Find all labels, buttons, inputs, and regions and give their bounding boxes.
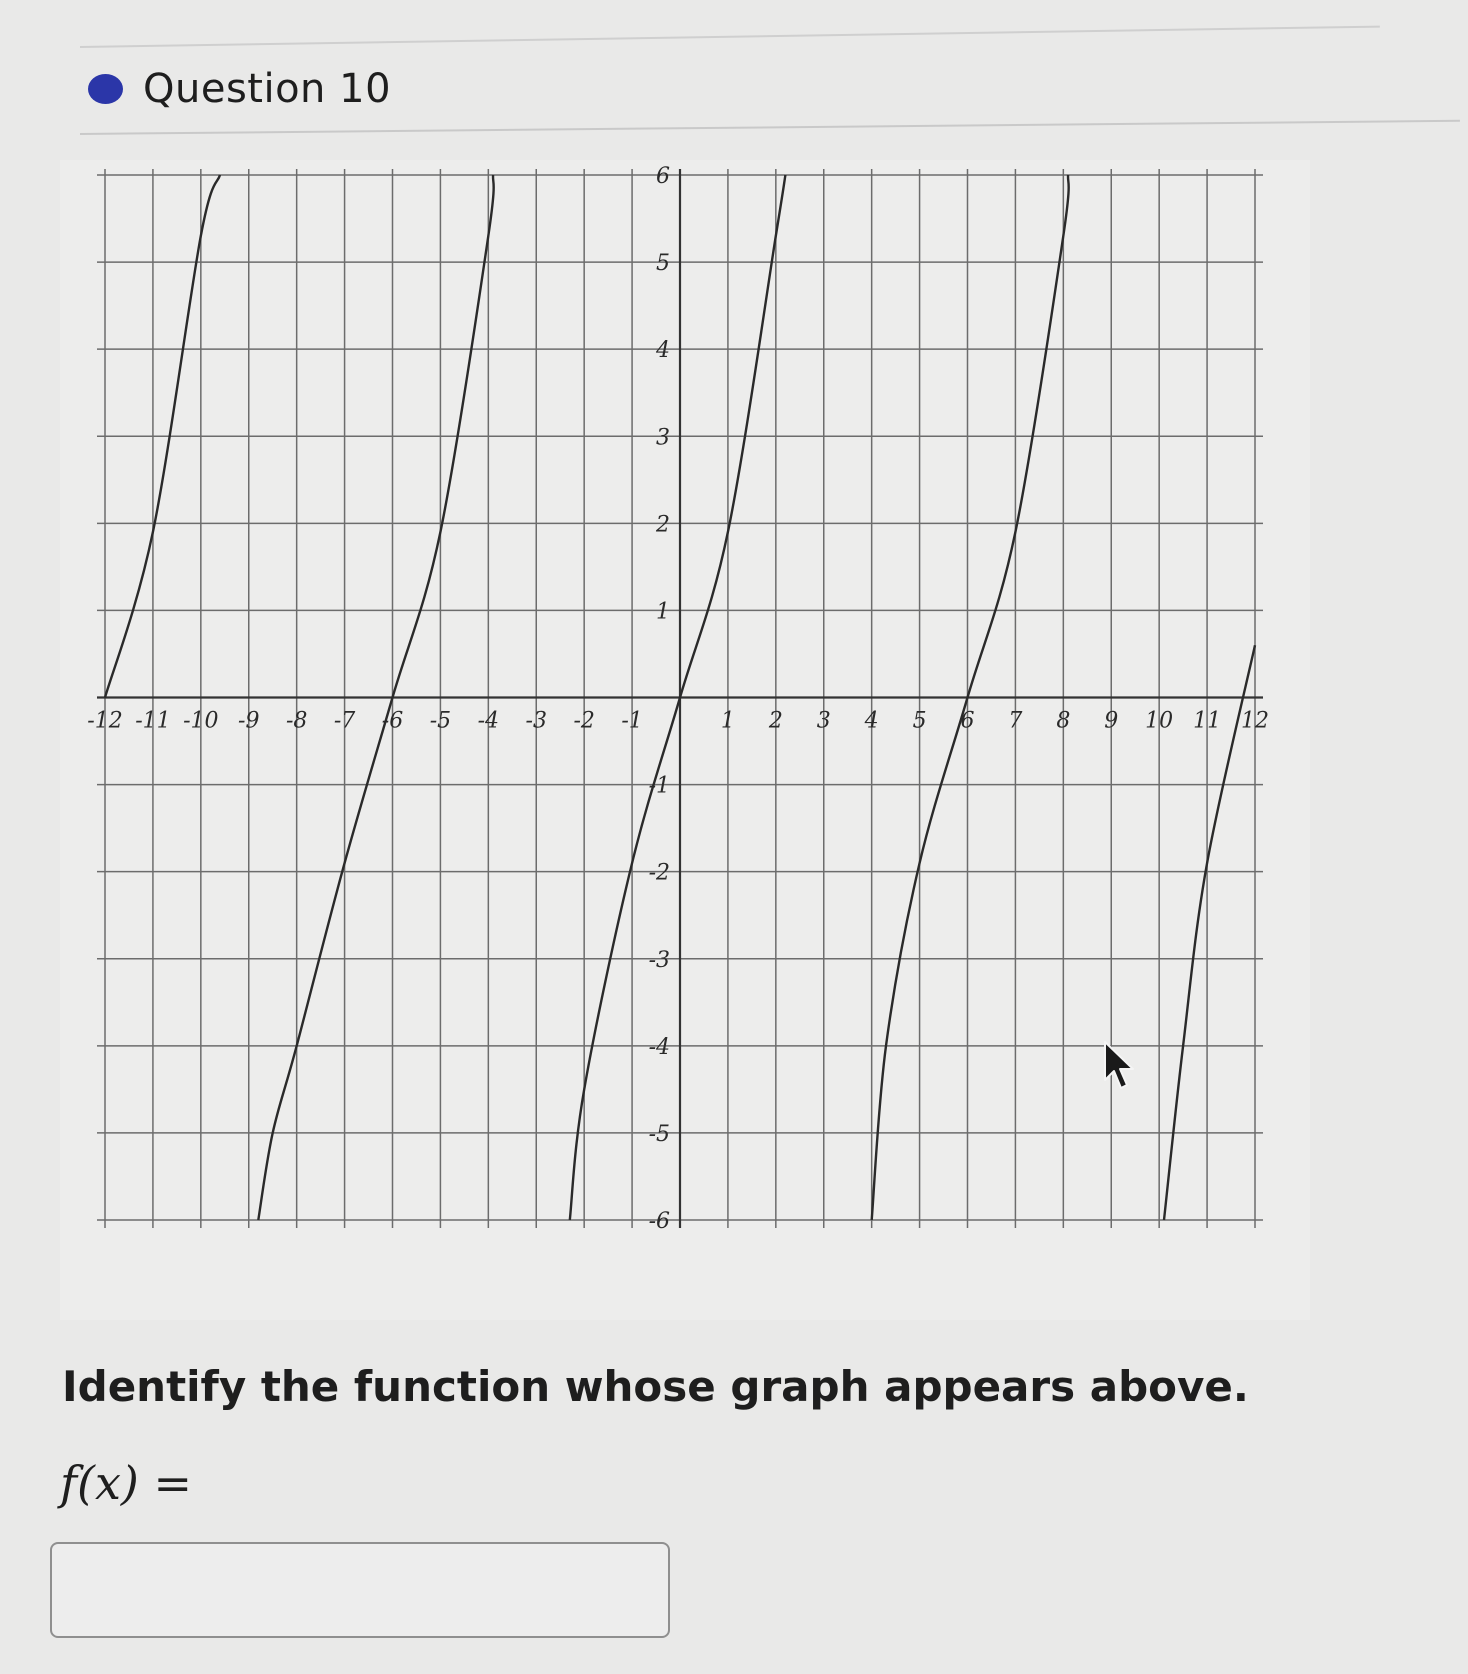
x-tick-label: -3: [525, 708, 547, 734]
y-tick-label: -4: [648, 1034, 670, 1060]
x-tick-label: 12: [1241, 708, 1269, 734]
y-tick-label: 5: [656, 251, 670, 277]
x-tick-label: 11: [1193, 708, 1222, 734]
x-tick-label: 3: [816, 708, 831, 734]
x-tick-label: -9: [238, 708, 260, 734]
x-tick-label: 7: [1008, 708, 1023, 734]
y-tick-label: 2: [656, 512, 670, 538]
x-tick-label: 4: [864, 708, 879, 734]
x-tick-label: -4: [477, 708, 500, 734]
x-tick-label: 10: [1145, 708, 1174, 734]
x-tick-label: 8: [1056, 708, 1071, 734]
x-tick-label: -2: [573, 708, 595, 734]
x-tick-label: 1: [720, 708, 735, 734]
graph-svg: [60, 160, 1310, 1320]
question-title: Question 10: [143, 66, 392, 112]
x-tick-label: -6: [381, 708, 404, 734]
x-tick-label: -1: [621, 708, 643, 734]
x-tick-label: -8: [285, 708, 308, 734]
answer-input[interactable]: [50, 1542, 670, 1638]
y-tick-label: 4: [656, 338, 670, 364]
x-tick-label: 5: [912, 708, 927, 734]
question-header: [88, 66, 391, 112]
x-tick-label: 9: [1104, 708, 1119, 734]
y-tick-label: -5: [648, 1121, 670, 1147]
header-divider: [80, 120, 1460, 135]
y-tick-label: 6: [656, 164, 670, 189]
x-tick-label: -5: [429, 708, 452, 734]
x-tick-label: 2: [768, 708, 783, 734]
question-status-dot: [88, 74, 123, 104]
function-graph: [60, 160, 1310, 1320]
y-tick-label: -3: [648, 947, 670, 973]
y-tick-label: -6: [648, 1209, 670, 1234]
answer-label: f(x) =: [60, 1456, 193, 1510]
mouse-cursor-icon: [1103, 1040, 1139, 1092]
y-tick-label: 1: [656, 599, 670, 625]
question-prompt: Identify the function whose graph appears above.: [62, 1362, 1249, 1411]
x-tick-label: 6: [960, 708, 975, 734]
x-tick-label: -12: [87, 708, 123, 734]
x-tick-label: -7: [333, 708, 356, 734]
graph-background: [60, 160, 1310, 1320]
x-tick-label: -11: [135, 708, 171, 734]
y-tick-label: 3: [656, 425, 670, 451]
x-tick-label: -10: [183, 708, 219, 734]
y-tick-label: -1: [648, 773, 670, 799]
y-tick-label: -2: [648, 860, 670, 886]
top-divider: [80, 26, 1380, 48]
